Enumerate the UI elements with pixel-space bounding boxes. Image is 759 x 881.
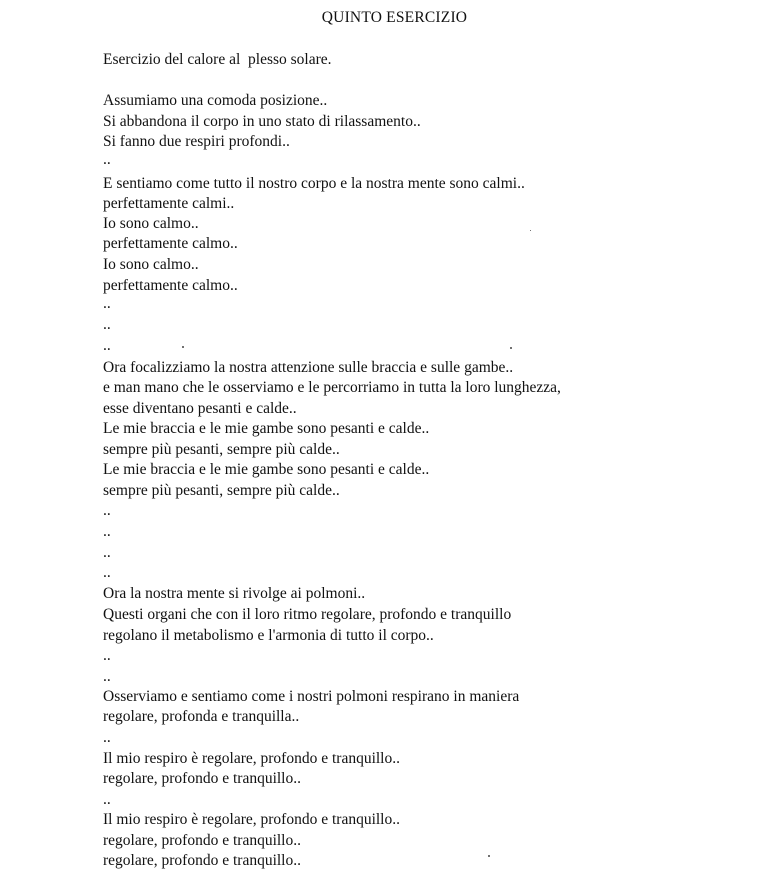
text-line: perfettamente calmo.. <box>103 277 238 294</box>
text-line: .. <box>103 502 111 519</box>
text-line: regolare, profondo e tranquillo.. <box>103 852 301 869</box>
scan-speck <box>530 230 531 231</box>
scan-speck <box>488 855 490 857</box>
text-line: Assumiamo una comoda posizione.. <box>103 92 328 109</box>
text-line: Esercizio del calore al plesso solare. <box>103 51 332 68</box>
text-line: .. <box>103 564 111 581</box>
text-line: regolare, profondo e tranquillo.. <box>103 770 301 787</box>
text-line: Le mie braccia e le mie gambe sono pesanti e calde.. <box>103 461 430 478</box>
text-line: perfettamente calmi.. <box>103 195 235 212</box>
text-line: regolare, profondo e tranquillo.. <box>103 832 301 849</box>
scan-speck <box>182 346 184 348</box>
text-line: .. <box>103 295 111 312</box>
text-line: regolare, profonda e tranquilla.. <box>103 708 300 725</box>
text-line: .. <box>103 544 111 561</box>
text-line: .. <box>103 729 111 746</box>
text-line: Ora la nostra mente si rivolge ai polmoni.. <box>103 585 366 602</box>
text-line: Io sono calmo.. <box>103 256 199 273</box>
text-line: .. <box>103 668 111 685</box>
text-line: Si fanno due respiri profondi.. <box>103 133 290 150</box>
text-line: .. <box>103 523 111 540</box>
text-line: regolano il metabolismo e l'armonia di tutto il corpo.. <box>103 627 434 644</box>
text-line: .. <box>103 647 111 664</box>
text-line: esse diventano pesanti e calde.. <box>103 400 297 417</box>
text-line: .. <box>103 791 111 808</box>
text-line: sempre più pesanti, sempre più calde.. <box>103 482 340 499</box>
text-line: Questi organi che con il loro ritmo regolare, profondo e tranquillo <box>103 606 512 623</box>
text-line: Il mio respiro è regolare, profondo e tranquillo.. <box>103 811 400 828</box>
text-line: E sentiamo come tutto il nostro corpo e la nostra mente sono calmi.. <box>103 175 525 192</box>
text-line: Si abbandona il corpo in uno stato di rilassamento.. <box>103 113 421 130</box>
text-line: sempre più pesanti, sempre più calde.. <box>103 441 340 458</box>
text-line: Ora focalizziamo la nostra attenzione sulle braccia e sulle gambe.. <box>103 359 514 376</box>
text-line: perfettamente calmo.. <box>103 235 238 252</box>
scan-speck <box>510 347 512 349</box>
text-line: Io sono calmo.. <box>103 215 199 232</box>
document-title: QUINTO ESERCIZIO <box>321 9 468 26</box>
text-line: e man mano che le osserviamo e le percorriamo in tutta la loro lunghezza, <box>103 379 561 396</box>
text-line: .. <box>103 316 111 333</box>
text-line: .. <box>103 151 111 168</box>
text-line: Il mio respiro è regolare, profondo e tranquillo.. <box>103 750 400 767</box>
text-line: Le mie braccia e le mie gambe sono pesanti e calde.. <box>103 420 430 437</box>
text-line: Osserviamo e sentiamo come i nostri polmoni respirano in maniera <box>103 688 520 705</box>
text-line: .. <box>103 337 111 354</box>
